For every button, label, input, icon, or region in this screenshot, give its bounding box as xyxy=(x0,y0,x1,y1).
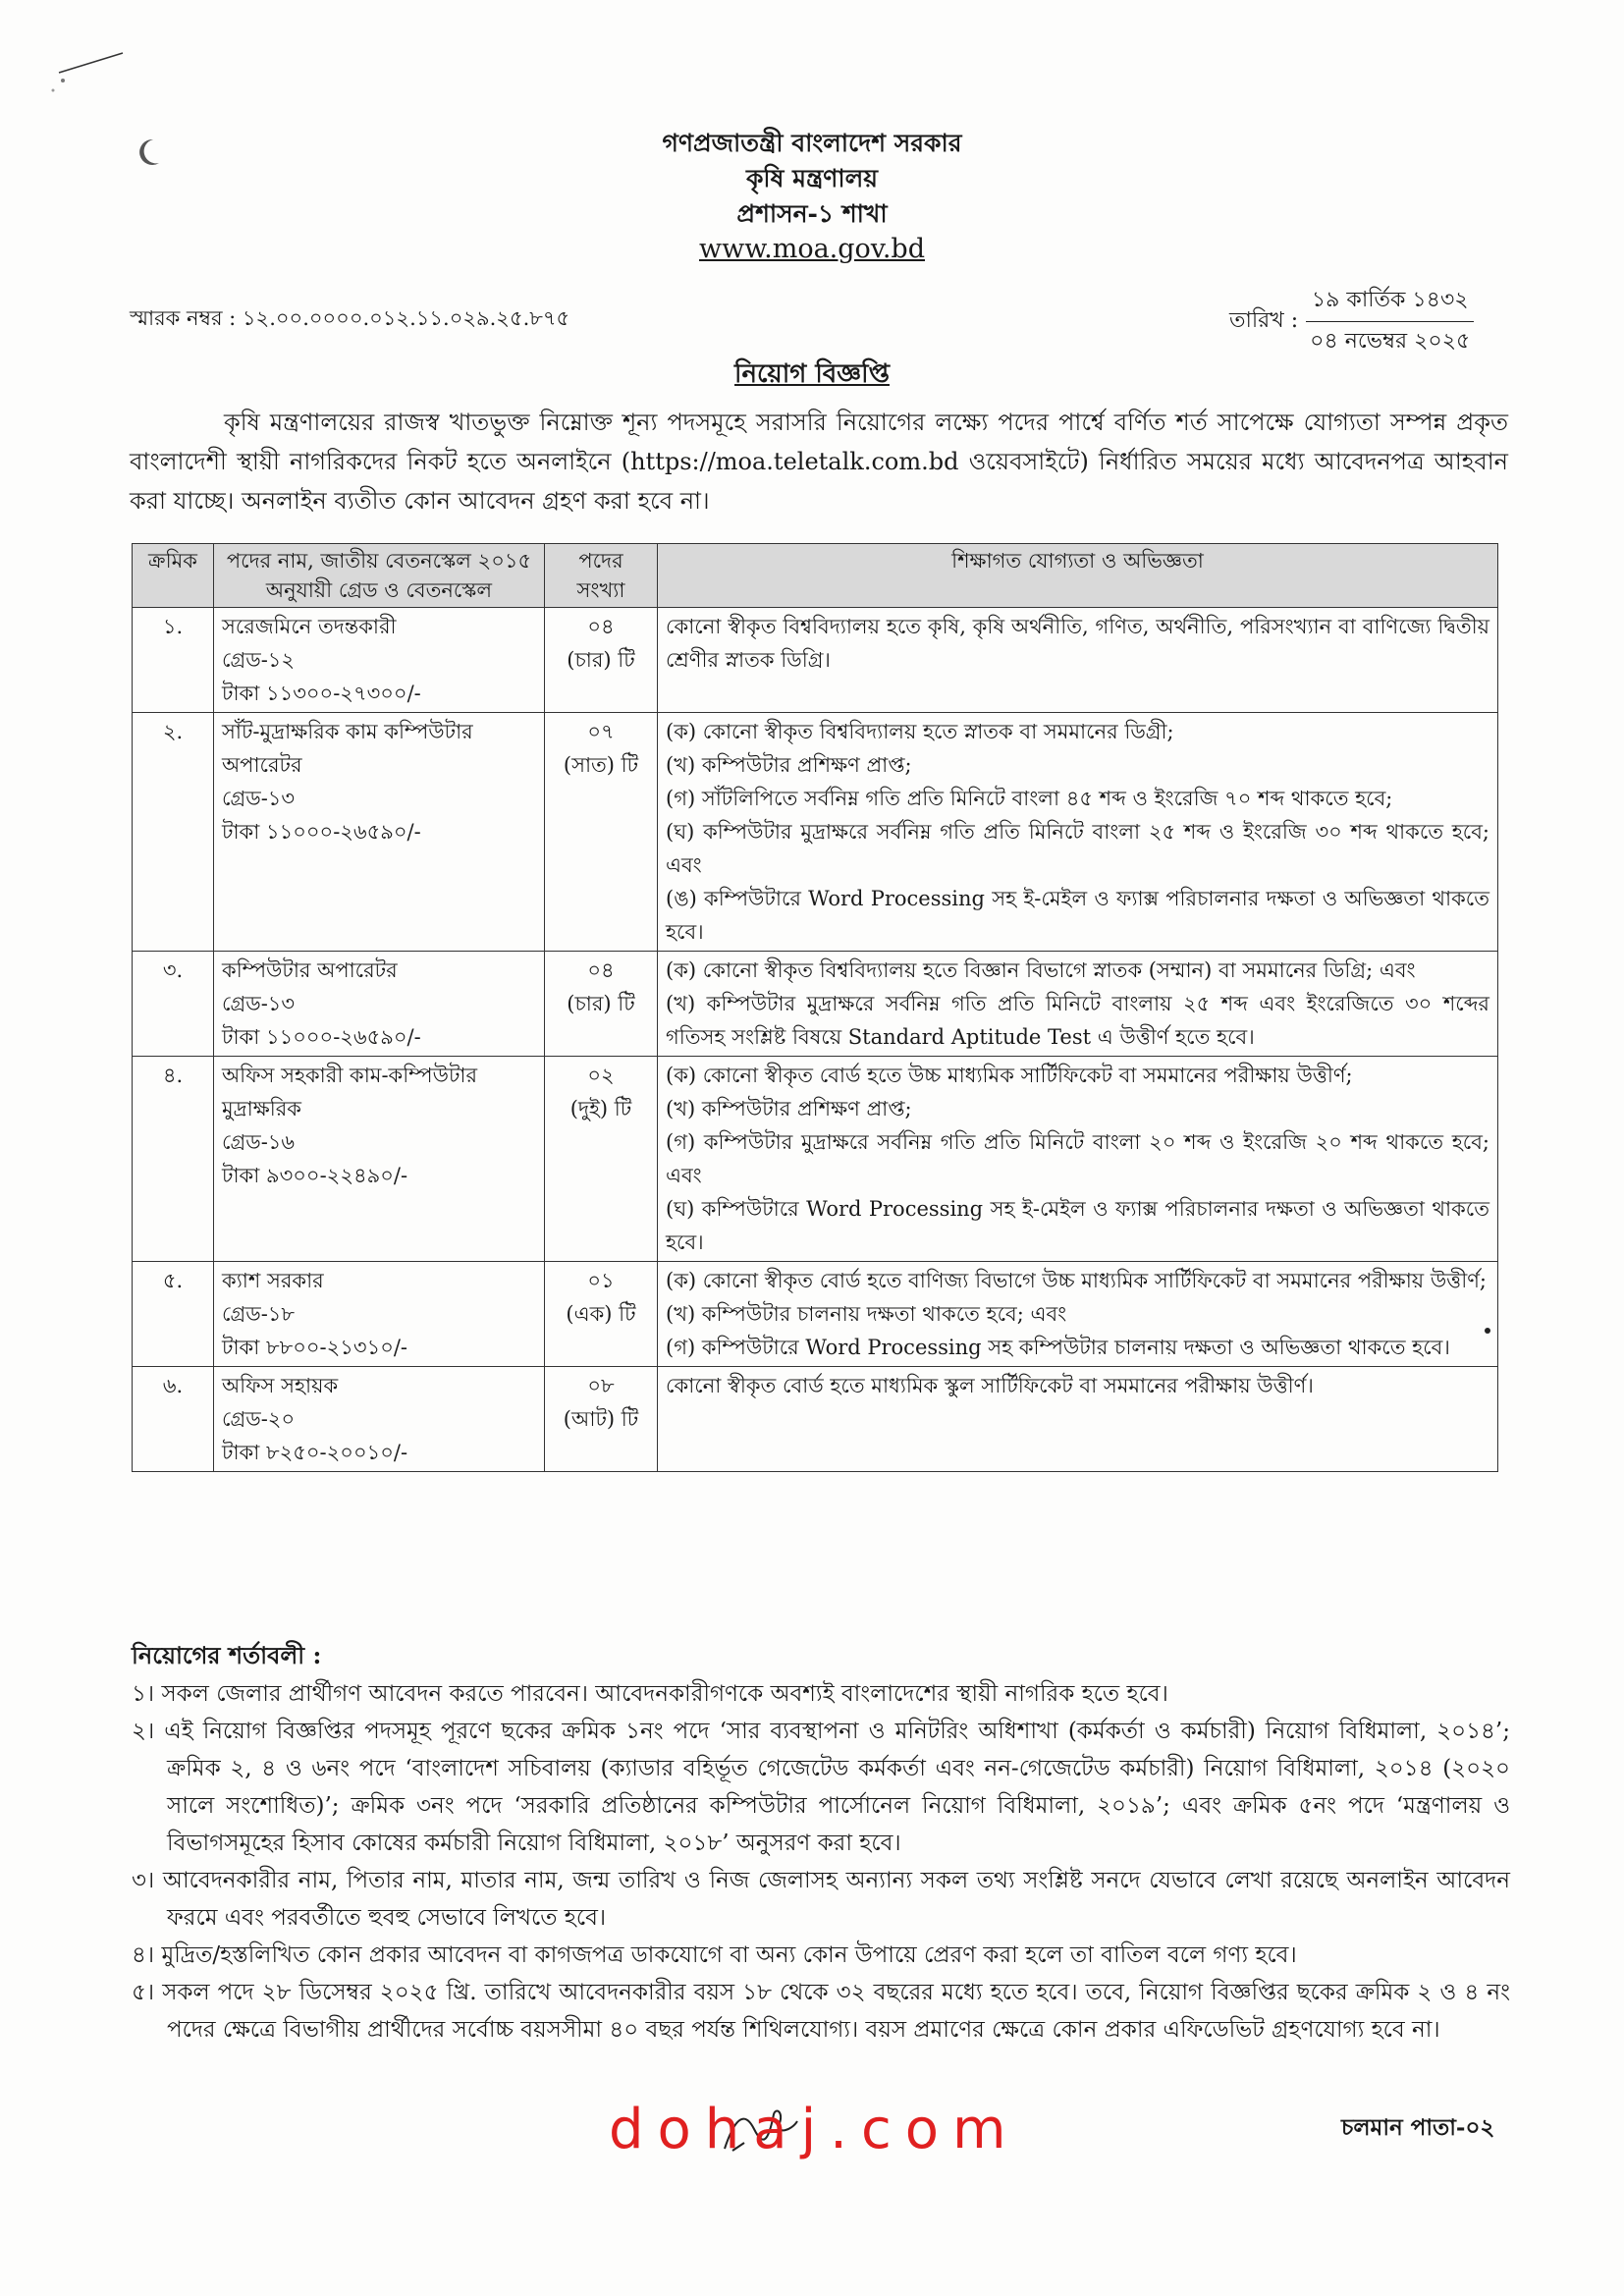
row-post xyxy=(214,952,545,1057)
row-count xyxy=(545,1057,658,1262)
row-qualification xyxy=(658,608,1498,713)
header-post: পদের নাম, জাতীয় বেতনস্কেল ২০১৫ অনুযায়ী গ্রেড ও বেতনস্কেল xyxy=(214,544,545,608)
count-line: (আট) টি xyxy=(563,1407,639,1431)
condition-item: ৪। মুদ্রিত/হস্তলিখিত কোন প্রকার আবেদন বা কাগজপত্র ডাকযোগে বা অন্য কোন উপায়ে প্রেরণ করা হলে তা বাতিল বলে গণ্য হবে। xyxy=(132,1942,1297,1968)
post-line: সরেজমিনে তদন্তকারী xyxy=(222,615,397,638)
count-line: ০৭ xyxy=(587,720,615,743)
row-count xyxy=(545,1262,658,1367)
table-row xyxy=(133,1262,1498,1367)
condition-item: ১। সকল জেলার প্রার্থীগণ আবেদন করতে পারবেন। আবেদনকারীগণকে অবশ্যই বাংলাদেশের স্থায়ী নাগরিক হতে হবে। xyxy=(132,1681,1168,1707)
post-line: টাকা ৮৮০০-২১৩১০/- xyxy=(222,1336,408,1359)
qualification-item: (ঘ) কম্পিউটারে Word Processing সহ ই-মেইল ও ফ্যাক্স পরিচালনার দক্ষতা ও অভিজ্ঞতা থাকতে হবে। xyxy=(666,1197,1489,1254)
government-name: গণপ্রজাতন্ত্রী বাংলাদেশ সরকার xyxy=(662,129,962,157)
qualification-item: (খ) কম্পিউটার প্রশিক্ষণ প্রাপ্ত; xyxy=(666,753,912,777)
row-serial: ৫. xyxy=(133,1262,214,1367)
post-line: সাঁট-মুদ্রাক্ষরিক কাম কম্পিউটার অপারেটর xyxy=(222,720,473,777)
conditions-list xyxy=(132,1675,1510,2049)
header-serial: ক্রমিক xyxy=(133,544,214,608)
header-qualification: শিক্ষাগত যোগ্যতা ও অভিজ্ঞতা xyxy=(658,544,1498,608)
website-link[interactable]: www.moa.gov.bd xyxy=(699,234,925,264)
post-line: কম্পিউটার অপারেটর xyxy=(222,958,398,982)
count-line: (সাত) টি xyxy=(563,753,639,777)
vacancy-table xyxy=(132,543,1498,1472)
qualification-item: (ক) কোনো স্বীকৃত বোর্ড হতে বাণিজ্য বিভাগে উচ্চ মাধ্যমিক সার্টিফিকেট বা সমমানের পরীক্ষায় উত্তীর্ণ; xyxy=(666,1269,1487,1292)
scan-mark-decoration xyxy=(39,43,128,102)
row-serial: ৬. xyxy=(133,1367,214,1472)
row-qualification xyxy=(658,1367,1498,1472)
count-line: ০২ xyxy=(587,1064,615,1087)
post-line: গ্রেড-১৩ xyxy=(222,992,296,1015)
row-post xyxy=(214,1367,545,1472)
row-count xyxy=(545,1367,658,1472)
table-row xyxy=(133,713,1498,952)
count-line: (চার) টি xyxy=(567,648,635,672)
post-line: অফিস সহকারী কাম-কম্পিউটার মুদ্রাক্ষরিক xyxy=(222,1064,478,1121)
table-header-row xyxy=(133,544,1498,608)
qualification-item: (খ) কম্পিউটার মুদ্রাক্ষরে সর্বনিম্ন গতি প্রতি মিনিটে বাংলায় ২৫ শব্দ এবং ইংরেজিতে ৩০ শব্দের গতিসহ সংশ্লিষ্ট বিষয়ে Standard Aptitude Test এ উত্তীর্ণ হতে হবে। xyxy=(666,992,1489,1049)
count-line: ০৪ xyxy=(587,958,615,982)
post-line: টাকা ৯৩০০-২২৪৯০/- xyxy=(222,1164,408,1187)
qualification-item: (গ) কম্পিউটারে Word Processing সহ কম্পিউটার চালনায় দক্ষতা ও অভিজ্ঞতা থাকতে হবে। xyxy=(666,1336,1450,1359)
row-qualification xyxy=(658,713,1498,952)
continuation-note: চলমান পাতা-০২ xyxy=(1341,2114,1495,2141)
post-line: গ্রেড-১৬ xyxy=(222,1130,296,1154)
table-body xyxy=(133,608,1498,1472)
post-line: গ্রেড-১২ xyxy=(222,648,296,672)
post-line: গ্রেড-১৩ xyxy=(222,787,296,810)
row-qualification xyxy=(658,1057,1498,1262)
count-line: (দুই) টি xyxy=(569,1097,632,1121)
post-line: গ্রেড-২০ xyxy=(222,1407,296,1431)
header-count: পদের সংখ্যা xyxy=(545,544,658,608)
memo-number: স্মারক নম্বর : ১২.০০.০০০০.০১২.১১.০২৯.২৫.৮৭৫ xyxy=(130,306,570,330)
row-qualification xyxy=(658,952,1498,1057)
post-line: অফিস সহায়ক xyxy=(222,1374,339,1397)
row-count xyxy=(545,713,658,952)
row-serial: ২. xyxy=(133,713,214,952)
condition-item: ২। এই নিয়োগ বিজ্ঞপ্তির পদসমূহ পূরণে ছকের ক্রমিক ১নং পদে ‘সার ব্যবস্থাপনা ও মনিটরিং অধিশাখা (কর্মকর্তা ও কর্মচারী) নিয়োগ বিধিমালা, ২০১৪’; ক্রমিক ২, ৪ ও ৬নং পদে ‘বাংলাদেশ সচিবালয় (ক্যাডার বহির্ভূত গেজেটেড কর্মকর্তা এবং নন-গেজেটেড কর্মচারী) নিয়োগ বিধিমালা, ২০১৪ (২০২০ সালে সংশোধিত)’; ক্রমিক ৩নং পদে ‘সরকারি প্রতিষ্ঠানের কম্পিউটার পার্সোনেল নিয়োগ বিধিমালা, ২০১৯’; এবং ক্রমিক ৫নং পদে ‘মন্ত্রণালয় ও বিভাগসমূহের হিসাব কোষের কর্মচারী নিয়োগ বিধিমালা, ২০১৮’ অনুসরণ করা হবে। xyxy=(132,1719,1510,1856)
table-row xyxy=(133,952,1498,1057)
notice-title: নিয়োগ বিজ্ঞপ্তি xyxy=(734,359,890,389)
post-line: গ্রেড-১৮ xyxy=(222,1302,296,1326)
qualification-item: (খ) কম্পিউটার প্রশিক্ষণ প্রাপ্ত; xyxy=(666,1097,912,1121)
post-line: টাকা ১১০০০-২৬৫৯০/- xyxy=(222,1025,421,1049)
branch-name: প্রশাসন-১ শাখা xyxy=(736,199,888,228)
qualification-item: (গ) কম্পিউটার মুদ্রাক্ষরে সর্বনিম্ন গতি প্রতি মিনিটে বাংলা ২০ শব্দ ও ইংরেজি ২০ শব্দ থাকতে হবে; এবং xyxy=(666,1130,1489,1187)
qualification-item: কোনো স্বীকৃত বিশ্ববিদ্যালয় হতে কৃষি, কৃষি অর্থনীতি, গণিত, অর্থনীতি, পরিসংখ্যান বা বাণিজ্যে দ্বিতীয় শ্রেণীর স্নাতক ডিগ্রি। xyxy=(666,615,1489,672)
qualification-item: (ঙ) কম্পিউটারে Word Processing সহ ই-মেইল ও ফ্যাক্স পরিচালনার দক্ষতা ও অভিজ্ঞতা থাকতে হবে। xyxy=(666,887,1489,944)
qualification-item: (ক) কোনো স্বীকৃত বোর্ড হতে উচ্চ মাধ্যমিক সার্টিফিকেট বা সমমানের পরীক্ষায় উত্তীর্ণ; xyxy=(666,1064,1353,1087)
row-serial: ৪. xyxy=(133,1057,214,1262)
post-line: টাকা ১১৩০০-২৭৩০০/- xyxy=(222,682,421,705)
qualification-item: (গ) সাঁটলিপিতে সর্বনিম্ন গতি প্রতি মিনিটে বাংলা ৪৫ শব্দ ও ইংরেজি ৭০ শব্দ থাকতে হবে; xyxy=(666,787,1393,810)
row-count xyxy=(545,952,658,1057)
row-post xyxy=(214,1057,545,1262)
condition-item: ৫। সকল পদে ২৮ ডিসেম্বর ২০২৫ খ্রি. তারিখে আবেদনকারীর বয়স ১৮ থেকে ৩২ বছরের মধ্যে হতে হবে। তবে, নিয়োগ বিজ্ঞপ্তির ছকের ক্রমিক ২ ও ৪ নং পদের ক্ষেত্রে বিভাগীয় প্রার্থীদের সর্বোচ্চ বয়সসীমা ৪০ বছর পর্যন্ত শিথিলযোগ্য। বয়স প্রমাণের ক্ষেত্রে কোন প্রকার এফিডেভিট গ্রহণযোগ্য হবে না। xyxy=(132,1980,1510,2043)
qualification-item: (ক) কোনো স্বীকৃত বিশ্ববিদ্যালয় হতে বিজ্ঞান বিভাগে স্নাতক (সম্মান) বা সমমানের ডিগ্রি; এবং xyxy=(666,958,1416,982)
count-line: ০৮ xyxy=(587,1374,615,1397)
row-count xyxy=(545,608,658,713)
row-post xyxy=(214,608,545,713)
count-line: (এক) টি xyxy=(566,1302,636,1326)
row-post xyxy=(214,713,545,952)
intro-paragraph: কৃষি মন্ত্রণালয়ের রাজস্ব খাতভুক্ত নিম্নোক্ত শূন্য পদসমূহে সরাসরি নিয়োগের লক্ষ্যে পদের পার্শ্বে বর্ণিত শর্ত সাপেক্ষে যোগ্যতা সম্পন্ন প্রকৃত বাংলাদেশী স্থায়ী নাগরিকদের নিকট হতে অনলাইনে (https://moa.teletalk.com.bd ওয়েবসাইটে) নির্ধারিত সময়ের মধ্যে আবেদনপত্র আহবান করা যাচ্ছে। অনলাইন ব্যতীত কোন আবেদন গ্রহণ করা হবে না। xyxy=(130,409,1508,515)
table-row xyxy=(133,608,1498,713)
post-line: টাকা ১১০০০-২৬৫৯০/- xyxy=(222,820,421,844)
count-line: ০৪ xyxy=(587,615,615,638)
date-bangla: ১৯ কার্তিক ১৪৩২ xyxy=(1306,281,1474,322)
row-serial: ১. xyxy=(133,608,214,713)
table-row xyxy=(133,1057,1498,1262)
count-line: (চার) টি xyxy=(567,992,635,1015)
date-english: ০৪ নভেম্বর ২০২৫ xyxy=(1310,329,1471,354)
qualification-item: কোনো স্বীকৃত বোর্ড হতে মাধ্যমিক স্কুল সার্টিফিকেট বা সমমানের পরীক্ষায় উত্তীর্ণ। xyxy=(666,1374,1314,1397)
watermark: dohaj.com xyxy=(609,2098,1020,2161)
post-line: টাকা ৮২৫০-২০০১০/- xyxy=(222,1441,408,1464)
conditions-title: নিয়োগের শর্তাবলী : xyxy=(132,1641,322,1669)
date-label: তারিখ : xyxy=(1229,308,1299,333)
qualification-item: (ক) কোনো স্বীকৃত বিশ্ববিদ্যালয় হতে স্নাতক বা সমমানের ডিগ্রী; xyxy=(666,720,1174,743)
letterhead xyxy=(0,126,1624,267)
row-post xyxy=(214,1262,545,1367)
row-serial: ৩. xyxy=(133,952,214,1057)
row-qualification xyxy=(658,1262,1498,1367)
condition-item: ৩। আবেদনকারীর নাম, পিতার নাম, মাতার নাম, জন্ম তারিখ ও নিজ জেলাসহ অন্যান্য সকল তথ্য সংশ্লিষ্ট সনদে যেভাবে লেখা রয়েছে অনলাইন আবেদন ফরমে এবং পরবর্তীতে হুবহু সেভাবে লিখতে হবে। xyxy=(132,1868,1510,1931)
count-line: ০১ xyxy=(587,1269,615,1292)
qualification-item: (ঘ) কম্পিউটার মুদ্রাক্ষরে সর্বনিম্ন গতি প্রতি মিনিটে বাংলা ২৫ শব্দ ও ইংরেজি ৩০ শব্দ থাকতে হবে; এবং xyxy=(666,820,1489,877)
ministry-name: কৃষি মন্ত্রণালয় xyxy=(745,164,879,192)
table-row xyxy=(133,1367,1498,1472)
qualification-item: (খ) কম্পিউটার চালনায় দক্ষতা থাকতে হবে; এবং xyxy=(666,1302,1067,1326)
date-block xyxy=(1229,281,1474,362)
post-line: ক্যাশ সরকার xyxy=(222,1269,324,1292)
